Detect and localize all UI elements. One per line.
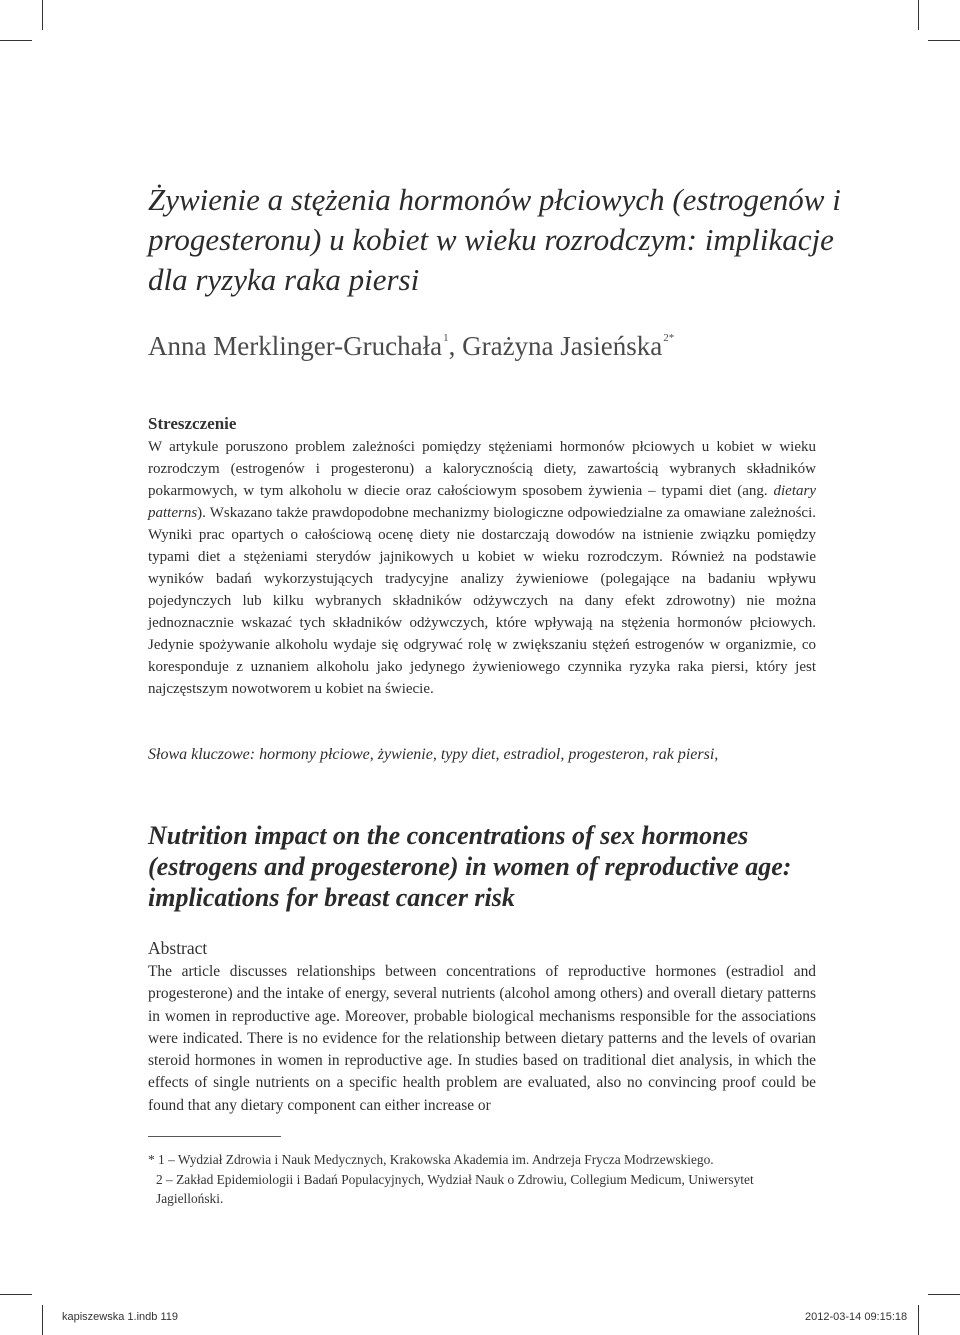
author-name: Grażyna Jasieńska — [462, 331, 663, 361]
affiliation-marker: 2* — [663, 332, 675, 344]
footnote: 2 – Zakład Epidemiologii i Badań Populacyjnych, Wydział Nauk o Zdrowiu, Collegium Medicum, Uniwersytet Jagielloński. — [156, 1171, 754, 1206]
crop-mark — [928, 40, 960, 41]
crop-mark — [928, 1294, 960, 1295]
crop-mark — [0, 40, 32, 41]
abstract-italic-term: dietary patterns — [148, 483, 816, 521]
abstract-text-english: The article discusses relationships between concentrations of reproductive hormones (estradiol and progesterone) and the intake of energy, several nutrients (alcohol among others) and overall dietary patterns in women in reproductive age. Moreover, probable biological mechanisms responsible for the associations were indicated. There is no evidence for the relationship between dietary patterns and the levels of ovarian steroid hormones in women in reproductive age. In studies based on traditional diet analysis, in which the effects of single nutrients on a specific health problem are evaluated, also no convincing proof could be found that any dietary component can either increase or — [148, 963, 816, 1114]
crop-mark — [0, 1294, 32, 1295]
paper-title-english: Nutrition impact on the concentrations of sex hormones (estrogens and progesterone) in women of reproductive age: implications for breast cancer risk — [148, 821, 792, 912]
print-slug-timestamp: 2012-03-14 09:15:18 — [805, 1311, 908, 1323]
footnote: * 1 – Wydział Zdrowia i Nauk Medycznych, Krakowska Akademia im. Andrzeja Frycza Modrzewskiego. — [148, 1152, 714, 1167]
abstract-text-segment: W artykule poruszono problem zależności pomiędzy stężeniami hormonów płciowych u kobiet w wieku rozrodczym (estrogenów i progesteronu) a kalorycznością diety, zawartością wybranych składników pokarmowych, w tym alkoholu w diecie oraz całościowym sposobem żywienia – typami diet (ang. — [148, 439, 816, 499]
keywords-polish: Słowa kluczowe: hormony płciowe, żywienie, typy diet, estradiol, progesteron, rak piersi, — [148, 746, 719, 763]
author-separator: , — [448, 331, 463, 361]
crop-mark — [42, 1305, 43, 1335]
footnotes — [148, 1150, 818, 1209]
footnote-divider — [148, 1136, 281, 1137]
crop-mark — [918, 0, 919, 30]
author-line — [148, 331, 674, 362]
abstract-heading-english: Abstract — [148, 938, 208, 958]
crop-mark — [918, 1305, 919, 1335]
paper-title-polish: Żywienie a stężenia hormonów płciowych (estrogenów i progesteronu) u kobiet w wieku rozrodczym: implikacje dla ryzyka raka piersi — [148, 182, 841, 297]
abstract-heading-polish: Streszczenie — [148, 414, 237, 433]
abstract-text-polish — [148, 436, 816, 700]
author-name: Anna Merklinger-Gruchała — [148, 331, 443, 361]
abstract-text-segment: ). Wskazano także prawdopodobne mechanizmy biologiczne odpowiedzialne za omawiane zależności. Wyniki prac opartych o całościową ocenę diety nie dostarczają dowodów na istnienie związku pomiędzy typami diet a stężeniami sterydów jajnikowych u kobiet w wieku rozrodczym. Również na podstawie wyników badań wykorzystujących tradycyjne analizy żywieniowe (polegające na badaniu wpływu pojedynczych lub kilku wybranych składników odżywczych na dany efekt zdrowotny) nie można jednoznacznie wskazać tych składników odżywczych, które wpływają na stężenia hormonów płciowych. Jedynie spożywanie alkoholu wydaje się odgrywać rolę w zwiększaniu stężeń estrogenów w organizmie, co koresponduje z uznaniem alkoholu jako jedynego żywieniowego czynnika ryzyka raka piersi, który jest najczęstszym nowotworem u kobiet na świecie. — [148, 505, 816, 697]
crop-mark — [42, 0, 43, 30]
print-slug-filename: kapiszewska 1.indb 119 — [62, 1311, 178, 1323]
affiliation-marker: 1 — [443, 332, 449, 344]
